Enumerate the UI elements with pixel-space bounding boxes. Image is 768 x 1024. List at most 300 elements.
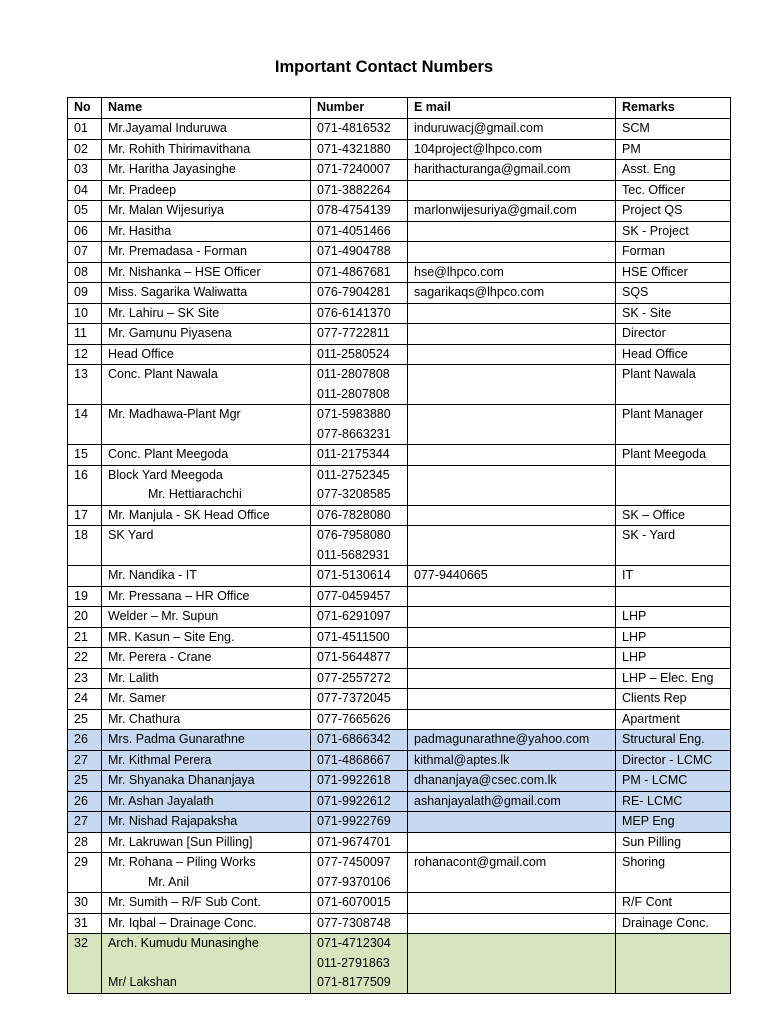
email-address: ashanjayalath@gmail.com: [414, 793, 561, 808]
cell-number: [311, 607, 408, 628]
contact-name: Block Yard Meegoda: [108, 467, 223, 482]
cell-email: [408, 405, 616, 445]
phone-number: 071-5983880: [317, 407, 391, 421]
remarks-text: PM - LCMC: [622, 773, 688, 787]
row-number: 25: [74, 773, 88, 787]
cell-no: [68, 668, 102, 689]
cell-remarks: [616, 445, 731, 466]
cell-email: [408, 730, 616, 751]
phone-number: 076-7958080: [317, 528, 391, 542]
cell-remarks: [616, 505, 731, 526]
table-row: [68, 119, 731, 140]
remarks-text: [622, 466, 724, 486]
cell-number: [311, 303, 408, 324]
cell-email: [408, 180, 616, 201]
table-row: [68, 627, 731, 648]
email-address: [414, 526, 609, 546]
cell-remarks: [616, 689, 731, 710]
cell-number: [311, 505, 408, 526]
remarks-text: Project QS: [622, 203, 683, 217]
row-number: 07: [74, 244, 88, 258]
remarks-text: SQS: [622, 285, 649, 299]
cell-number: [311, 913, 408, 934]
cell-remarks: [616, 221, 731, 242]
cell-no: [68, 526, 102, 566]
contact-name: Mr. Chathura: [108, 711, 181, 726]
email-address: hse@lhpco.com: [414, 264, 504, 279]
table-row: [68, 303, 731, 324]
remarks-text: Forman: [622, 244, 666, 258]
contact-name: Mr.Jayamal Induruwa: [108, 121, 227, 135]
row-number: 17: [74, 507, 88, 522]
phone-number: 071-4051466: [317, 223, 391, 238]
cell-email: [408, 119, 616, 140]
cell-remarks: [616, 365, 731, 405]
cell-email: [408, 221, 616, 242]
cell-remarks: [616, 771, 731, 792]
cell-no: [68, 771, 102, 792]
cell-remarks: [616, 586, 731, 607]
cell-email: [408, 505, 616, 526]
cell-name: [102, 648, 311, 669]
remarks-text: Sun Pilling: [622, 834, 682, 849]
cell-email: [408, 160, 616, 181]
cell-name: [102, 791, 311, 812]
contact-name: MR. Kasun – Site Eng.: [108, 629, 235, 644]
cell-no: [68, 262, 102, 283]
table-row: [68, 201, 731, 222]
cell-no: [68, 853, 102, 893]
cell-email: [408, 566, 616, 587]
remarks-text: SK - Site: [622, 305, 672, 320]
remarks-text: LHP – Elec. Eng: [622, 670, 714, 685]
email-address: [414, 222, 609, 242]
header-no: No: [68, 98, 102, 119]
cell-no: [68, 586, 102, 607]
remarks-text: MEP Eng: [622, 814, 675, 828]
row-number: 15: [74, 447, 88, 461]
email-address: [414, 466, 609, 486]
remarks-text: Tec. Officer: [622, 182, 685, 197]
table-row: [68, 445, 731, 466]
remarks-text: Shoring: [622, 855, 666, 869]
remarks-text: LHP: [622, 629, 647, 644]
remarks-text: Clients Rep: [622, 691, 687, 705]
cell-email: [408, 526, 616, 566]
table-row: [68, 648, 731, 669]
email-address: induruwacj@gmail.com: [414, 121, 544, 135]
email-address: [414, 914, 609, 934]
phone-number: 071-9922618: [317, 773, 391, 787]
remarks-text: RE- LCMC: [622, 793, 683, 808]
cell-no: [68, 180, 102, 201]
cell-remarks: [616, 627, 731, 648]
cell-name: [102, 771, 311, 792]
remarks-text: PM: [622, 141, 641, 156]
row-number: [74, 566, 95, 586]
phone-number: 071-4868667: [317, 752, 391, 767]
phone-number: 071-5644877: [317, 650, 391, 664]
cell-email: [408, 689, 616, 710]
cell-number: [311, 283, 408, 304]
contact-name: Mr. Nandika - IT: [108, 568, 197, 582]
cell-email: [408, 934, 616, 994]
cell-remarks: [616, 730, 731, 751]
cell-number: [311, 324, 408, 345]
remarks-text: SK - Yard: [622, 528, 676, 542]
cell-email: [408, 913, 616, 934]
remarks-text: IT: [622, 568, 634, 582]
contact-name: Mr. Ashan Jayalath: [108, 793, 214, 808]
email-address: sagarikaqs@lhpco.com: [414, 285, 545, 299]
email-address: rohanacont@gmail.com: [414, 855, 547, 869]
email-address: [414, 710, 609, 730]
contact-name: Mr. Manjula - SK Head Office: [108, 507, 270, 522]
row-number: 08: [74, 264, 88, 279]
cell-email: [408, 750, 616, 771]
table-row: [68, 668, 731, 689]
contact-name: Mr. Rohana – Piling Works: [108, 855, 256, 869]
phone-number: 071-4712304: [317, 936, 391, 950]
row-number: 20: [74, 609, 88, 623]
cell-remarks: [616, 709, 731, 730]
cell-remarks: [616, 139, 731, 160]
row-number: 11: [74, 326, 87, 340]
cell-name: [102, 283, 311, 304]
cell-number: [311, 812, 408, 833]
contact-name: Mr. Perera - Crane: [108, 650, 212, 664]
cell-number: [311, 242, 408, 263]
cell-no: [68, 505, 102, 526]
phone-number: 071-9922612: [317, 793, 391, 808]
cell-number: [311, 934, 408, 994]
cell-remarks: [616, 750, 731, 771]
cell-email: [408, 201, 616, 222]
email-address: [414, 242, 609, 262]
phone-number: 077-7450097: [317, 855, 391, 869]
cell-no: [68, 160, 102, 181]
contact-name: Mrs. Padma Gunarathne: [108, 732, 245, 746]
header-email: E mail: [408, 98, 616, 119]
phone-number: 071-5130614: [317, 568, 391, 582]
email-address: padmagunarathne@yahoo.com: [414, 732, 590, 746]
cell-number: [311, 791, 408, 812]
cell-number: [311, 526, 408, 566]
phone-number: 071-4321880: [317, 141, 391, 156]
table-row: [68, 139, 731, 160]
cell-remarks: [616, 262, 731, 283]
email-address: [414, 587, 609, 607]
cell-name: [102, 180, 311, 201]
cell-remarks: [616, 180, 731, 201]
cell-email: [408, 812, 616, 833]
cell-name: [102, 505, 311, 526]
phone-number: 071-7240007: [317, 162, 391, 176]
header-remarks: Remarks: [616, 98, 731, 119]
email-address: [414, 689, 609, 709]
cell-remarks: [616, 934, 731, 994]
cell-number: [311, 832, 408, 853]
phone-number: 076-7904281: [317, 285, 391, 299]
contact-name: Conc. Plant Meegoda: [108, 447, 229, 461]
table-row: [68, 180, 731, 201]
cell-no: [68, 627, 102, 648]
remarks-text: Plant Meegoda: [622, 447, 707, 461]
phone-number: 011-2752345: [317, 467, 390, 482]
row-number: 21: [74, 629, 88, 644]
cell-name: [102, 201, 311, 222]
contact-name: SK Yard: [108, 528, 154, 542]
contact-name: Mr. Rohith Thirimavithana: [108, 141, 251, 156]
cell-name: [102, 445, 311, 466]
cell-remarks: [616, 853, 731, 893]
cell-email: [408, 627, 616, 648]
cell-number: [311, 465, 408, 505]
remarks-text: Head Office: [622, 346, 688, 361]
cell-email: [408, 668, 616, 689]
cell-email: [408, 832, 616, 853]
cell-no: [68, 913, 102, 934]
remarks-text: Director: [622, 326, 666, 340]
remarks-text: HSE Officer: [622, 264, 688, 279]
email-address: dhananjaya@csec.com.lk: [414, 773, 557, 787]
remarks-text: Plant Nawala: [622, 367, 696, 381]
table-row: [68, 913, 731, 934]
email-address: [414, 324, 609, 344]
cell-email: [408, 324, 616, 345]
phone-number: 071-6291097: [317, 609, 391, 623]
cell-no: [68, 934, 102, 994]
email-address: [414, 181, 609, 201]
row-number: 01: [74, 121, 88, 135]
cell-number: [311, 445, 408, 466]
cell-remarks: [616, 668, 731, 689]
email-address: [414, 812, 609, 832]
remarks-text: LHP: [622, 650, 647, 664]
remarks-text: Drainage Conc.: [622, 915, 709, 930]
table-row: [68, 730, 731, 751]
cell-remarks: [616, 791, 731, 812]
phone-number: 077-7308748: [317, 915, 391, 930]
cell-number: [311, 586, 408, 607]
contact-name: Mr. Sumith – R/F Sub Cont.: [108, 895, 261, 909]
phone-number: 077-7722811: [317, 326, 390, 340]
cell-email: [408, 893, 616, 914]
cell-remarks: [616, 283, 731, 304]
cell-name: [102, 139, 311, 160]
cell-number: [311, 730, 408, 751]
cell-number: [311, 750, 408, 771]
cell-no: [68, 303, 102, 324]
row-number: 27: [74, 752, 88, 767]
cell-email: [408, 262, 616, 283]
cell-email: [408, 365, 616, 405]
cell-no: [68, 750, 102, 771]
cell-name: [102, 262, 311, 283]
cell-name: [102, 465, 311, 505]
cell-no: [68, 221, 102, 242]
phone-number: 071-9922769: [317, 814, 391, 828]
table-row: [68, 566, 731, 587]
row-number: 26: [74, 793, 88, 808]
remarks-text: SK – Office: [622, 507, 685, 522]
email-address: 104project@lhpco.com: [414, 141, 543, 156]
cell-name: [102, 893, 311, 914]
cell-email: [408, 139, 616, 160]
email-address: harithacturanga@gmail.com: [414, 162, 571, 176]
cell-no: [68, 648, 102, 669]
remarks-text: Director - LCMC: [622, 752, 713, 767]
contact-name: Mr. Hasitha: [108, 223, 172, 238]
cell-number: [311, 262, 408, 283]
cell-no: [68, 607, 102, 628]
phone-number: 071-6070015: [317, 895, 391, 909]
cell-name: [102, 344, 311, 365]
cell-no: [68, 405, 102, 445]
cell-remarks: [616, 812, 731, 833]
remarks-text: SK - Project: [622, 223, 689, 238]
contact-name: Mr. Hettiarachchi: [148, 487, 242, 501]
table-row: [68, 771, 731, 792]
cell-name: [102, 750, 311, 771]
email-address: [414, 833, 609, 853]
row-number: 14: [74, 407, 88, 421]
email-address: [414, 365, 609, 385]
table-header-row: [68, 98, 731, 119]
cell-no: [68, 119, 102, 140]
cell-email: [408, 445, 616, 466]
contact-name: Arch. Kumudu Munasinghe: [108, 936, 259, 950]
cell-remarks: [616, 566, 731, 587]
phone-number: 078-4754139: [317, 203, 391, 217]
email-address: [414, 345, 609, 365]
contact-name: Mr. Gamunu Piyasena: [108, 326, 232, 340]
cell-number: [311, 365, 408, 405]
table-row: [68, 365, 731, 405]
cell-email: [408, 344, 616, 365]
document-title: Important Contact Numbers: [274, 58, 494, 76]
cell-name: [102, 709, 311, 730]
cell-no: [68, 893, 102, 914]
remarks-text: Asst. Eng: [622, 162, 676, 176]
contact-name: Conc. Plant Nawala: [108, 367, 218, 381]
contact-name: Mr. Pressana – HR Office: [108, 588, 250, 603]
cell-name: [102, 586, 311, 607]
table-row: [68, 283, 731, 304]
cell-remarks: [616, 526, 731, 566]
cell-no: [68, 324, 102, 345]
table-row: [68, 607, 731, 628]
cell-no: [68, 465, 102, 505]
phone-number: 011-2580524: [317, 346, 390, 361]
cell-name: [102, 242, 311, 263]
row-number: 25: [74, 711, 88, 726]
email-address: [414, 445, 609, 465]
header-name: Name: [102, 98, 311, 119]
cell-number: [311, 689, 408, 710]
contact-name: Mr. Lakruwan [Sun Pilling]: [108, 834, 253, 849]
cell-name: [102, 730, 311, 751]
phone-number: 071-3882264: [317, 182, 391, 197]
table-row: [68, 791, 731, 812]
remarks-text: Apartment: [622, 711, 680, 726]
cell-remarks: [616, 607, 731, 628]
table-row: [68, 586, 731, 607]
cell-name: [102, 324, 311, 345]
row-number: 03: [74, 162, 88, 176]
cell-no: [68, 344, 102, 365]
cell-no: [68, 791, 102, 812]
cell-remarks: [616, 160, 731, 181]
contact-name: Mr/ Lakshan: [108, 975, 177, 989]
email-address: [414, 893, 609, 913]
phone-number: 071-4867681: [317, 264, 391, 279]
cell-no: [68, 139, 102, 160]
cell-name: [102, 668, 311, 689]
contact-name: Mr. Anil: [148, 874, 189, 889]
contact-name: Mr. Madhawa-Plant Mgr: [108, 407, 241, 421]
table-row: [68, 160, 731, 181]
row-number: 29: [74, 855, 88, 869]
cell-number: [311, 160, 408, 181]
cell-no: [68, 283, 102, 304]
phone-number: 071-6866342: [317, 732, 391, 746]
cell-email: [408, 709, 616, 730]
cell-number: [311, 221, 408, 242]
cell-remarks: [616, 648, 731, 669]
cell-name: [102, 832, 311, 853]
phone-number: 077-2557272: [317, 670, 391, 685]
phone-number: 071-4816532: [317, 121, 391, 135]
email-address: [414, 405, 609, 425]
contact-name: Head Office: [108, 346, 174, 361]
contact-name: Mr. Malan Wijesuriya: [108, 203, 224, 217]
row-number: 24: [74, 691, 88, 705]
phone-number: 011-2807808: [317, 386, 390, 401]
phone-number: 011-2791863: [317, 955, 390, 970]
cell-email: [408, 648, 616, 669]
contact-name: Mr. Lahiru – SK Site: [108, 305, 220, 320]
cell-name: [102, 221, 311, 242]
cell-email: [408, 465, 616, 505]
cell-name: [102, 913, 311, 934]
email-address: kithmal@aptes.lk: [414, 752, 510, 767]
cell-email: [408, 283, 616, 304]
cell-name: [102, 853, 311, 893]
phone-number: 071-4904788: [317, 244, 391, 258]
table-row: [68, 853, 731, 893]
cell-no: [68, 832, 102, 853]
cell-no: [68, 689, 102, 710]
email-address: [414, 648, 609, 668]
cell-number: [311, 668, 408, 689]
cell-name: [102, 365, 311, 405]
contact-name: Mr. Haritha Jayasinghe: [108, 162, 236, 176]
table-row: [68, 324, 731, 345]
cell-name: [102, 119, 311, 140]
table-row: [68, 709, 731, 730]
cell-number: [311, 405, 408, 445]
phone-number: 077-8663231: [317, 426, 391, 441]
cell-no: [68, 365, 102, 405]
phone-number: 011-2807808: [317, 367, 390, 381]
cell-name: [102, 812, 311, 833]
cell-email: [408, 242, 616, 263]
table-row: [68, 344, 731, 365]
cell-email: [408, 586, 616, 607]
contact-name: Mr. Iqbal – Drainage Conc.: [108, 915, 257, 930]
contact-name: Mr. Pradeep: [108, 182, 177, 197]
